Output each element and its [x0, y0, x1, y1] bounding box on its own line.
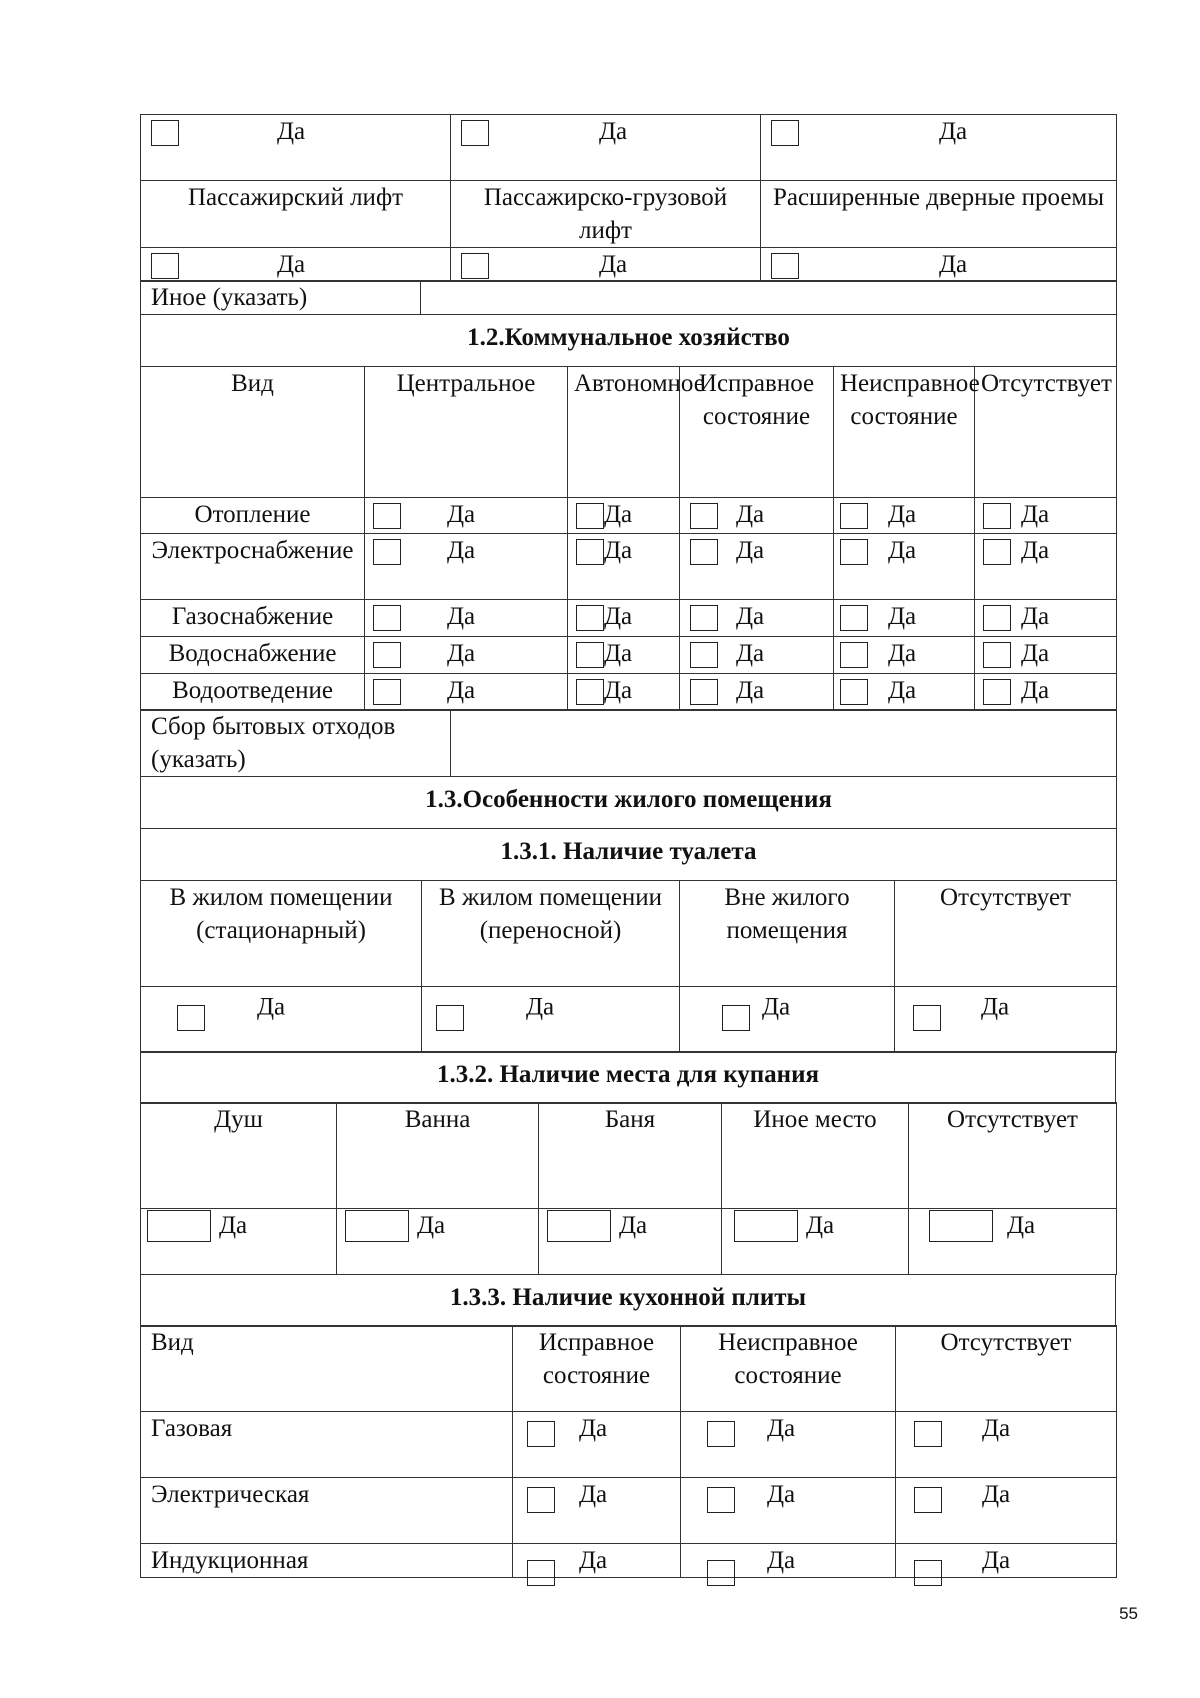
yes-label: Да	[277, 118, 306, 145]
checkbox[interactable]	[373, 605, 401, 631]
yes-label: Да	[982, 1415, 1011, 1443]
checkbox[interactable]	[151, 253, 179, 279]
yes-label: Да	[736, 500, 765, 528]
col-header-central: Центральное	[365, 366, 568, 497]
checkbox[interactable]	[914, 1487, 942, 1513]
yes-label: Да	[767, 1547, 796, 1575]
utility-name: Водоснабжение	[141, 636, 365, 673]
bath-header-bathtub: Ванна	[337, 1103, 539, 1209]
bath-header-absent: Отсутствует	[909, 1103, 1117, 1209]
checkbox[interactable]	[576, 605, 604, 631]
toilet-header-inside-fixed: В жилом помещении (стационарный)	[141, 880, 422, 986]
yes-label: Да	[219, 1212, 248, 1240]
checkbox[interactable]	[461, 253, 489, 279]
yes-label: Да	[257, 993, 286, 1021]
checkbox[interactable]	[527, 1487, 555, 1513]
toilet-header-outside: Вне жилого помещения	[680, 880, 895, 986]
checkbox[interactable]	[983, 679, 1011, 705]
yes-label: Да	[888, 602, 917, 630]
checkbox[interactable]	[690, 679, 718, 705]
yes-label: Да	[982, 1481, 1011, 1509]
yes-label: Да	[579, 1481, 608, 1509]
yes-label: Да	[1007, 1212, 1036, 1240]
checkbox[interactable]	[707, 1421, 735, 1447]
checkbox[interactable]	[690, 642, 718, 668]
col-header-type: Вид	[141, 366, 365, 497]
col-header-working: Исправное состояние	[680, 366, 834, 497]
residence-title: 1.3.Особенности жилого помещения	[141, 777, 1117, 829]
yes-label: Да	[982, 1547, 1011, 1575]
toilet-header-absent: Отсутствует	[895, 880, 1117, 986]
yes-label: Да	[981, 993, 1010, 1021]
bathing-title: 1.3.2. Наличие места для купания	[141, 1052, 1116, 1104]
checkbox[interactable]	[690, 539, 718, 565]
yes-label: Да	[806, 1212, 835, 1240]
checkbox[interactable]	[436, 1005, 464, 1031]
yes-label: Да	[1021, 536, 1050, 564]
stove-name: Электрическая	[141, 1478, 513, 1544]
yes-label: Да	[604, 536, 633, 564]
utility-row	[141, 497, 1117, 533]
yes-label: Да	[767, 1481, 796, 1509]
checkbox[interactable]	[840, 679, 868, 705]
wide-doors-header: Расширенные дверные проемы	[761, 181, 1117, 248]
yes-label: Да	[888, 536, 917, 564]
stove-header-type: Вид	[141, 1326, 513, 1412]
stove-row	[141, 1478, 1117, 1544]
cell	[451, 115, 761, 181]
stove-title: 1.3.3. Наличие кухонной плиты	[141, 1274, 1116, 1326]
yes-label: Да	[1021, 500, 1050, 528]
yes-label: Да	[447, 500, 476, 528]
utility-row	[141, 599, 1117, 636]
yes-label: Да	[447, 536, 476, 564]
utility-name: Водоотведение	[141, 673, 365, 710]
checkbox[interactable]	[690, 503, 718, 529]
checkbox[interactable]	[914, 1560, 942, 1586]
checkbox[interactable]	[771, 120, 799, 146]
yes-label: Да	[939, 251, 968, 278]
checkbox[interactable]	[840, 503, 868, 529]
utility-row	[141, 636, 1117, 673]
yes-label: Да	[736, 536, 765, 564]
utilities-title: 1.2.Коммунальное хозяйство	[141, 315, 1117, 367]
yes-label: Да	[767, 1415, 796, 1443]
checkbox[interactable]	[722, 1005, 750, 1031]
yes-label: Да	[526, 993, 555, 1021]
toilet-header-inside-portable: В жилом помещении (переносной)	[422, 880, 680, 986]
freight-lift-header: Пассажирско-грузовой лифт	[451, 181, 761, 248]
yes-label: Да	[1021, 639, 1050, 667]
yes-label: Да	[736, 676, 765, 704]
checkbox[interactable]	[707, 1487, 735, 1513]
bath-header-sauna: Баня	[539, 1103, 722, 1209]
checkbox[interactable]	[345, 1210, 409, 1242]
utility-name: Отопление	[141, 497, 365, 533]
waste-label: Сбор бытовых отходов (указать)	[141, 710, 451, 777]
cell	[451, 248, 761, 282]
col-header-autonomous: Автономное	[568, 366, 680, 497]
utility-row	[141, 673, 1117, 710]
yes-label: Да	[939, 118, 968, 145]
col-header-absent: Отсутствует	[975, 366, 1117, 497]
yes-label: Да	[579, 1415, 608, 1443]
bath-header-other: Иное место	[722, 1103, 909, 1209]
yes-label: Да	[604, 602, 633, 630]
checkbox[interactable]	[373, 642, 401, 668]
yes-label: Да	[888, 639, 917, 667]
col-header-faulty: Неисправное состояние	[834, 366, 975, 497]
checkbox[interactable]	[373, 539, 401, 565]
checkbox[interactable]	[771, 253, 799, 279]
toilet-title: 1.3.1. Наличие туалета	[141, 829, 1117, 881]
checkbox[interactable]	[913, 1005, 941, 1031]
waste-input[interactable]	[451, 710, 1117, 777]
yes-label: Да	[599, 251, 628, 278]
cell	[761, 248, 1117, 282]
checkbox[interactable]	[983, 605, 1011, 631]
checkbox[interactable]	[576, 539, 604, 565]
checkbox[interactable]	[929, 1210, 993, 1242]
accessibility-table	[140, 114, 1116, 1578]
checkbox[interactable]	[461, 120, 489, 146]
yes-label: Да	[604, 500, 633, 528]
checkbox[interactable]	[177, 1005, 205, 1031]
bath-header-shower: Душ	[141, 1103, 337, 1209]
yes-label: Да	[579, 1547, 608, 1575]
stove-row	[141, 1544, 1117, 1578]
yes-label: Да	[1021, 676, 1050, 704]
yes-label: Да	[277, 251, 306, 278]
yes-label: Да	[604, 676, 633, 704]
yes-label: Да	[619, 1212, 648, 1240]
stove-header-absent: Отсутствует	[896, 1326, 1117, 1412]
checkbox[interactable]	[527, 1421, 555, 1447]
checkbox[interactable]	[576, 503, 604, 529]
stove-header-working: Исправное состояние	[513, 1326, 681, 1412]
checkbox[interactable]	[707, 1560, 735, 1586]
yes-label: Да	[447, 639, 476, 667]
checkbox[interactable]	[527, 1560, 555, 1586]
stove-row	[141, 1412, 1117, 1478]
yes-label: Да	[447, 676, 476, 704]
passenger-lift-header: Пассажирский лифт	[141, 181, 451, 248]
yes-label: Да	[736, 639, 765, 667]
checkbox[interactable]	[373, 503, 401, 529]
yes-label: Да	[888, 500, 917, 528]
checkbox[interactable]	[983, 503, 1011, 529]
utility-row	[141, 533, 1117, 599]
utility-name: Электроснабжение	[141, 533, 365, 599]
yes-label: Да	[417, 1212, 446, 1240]
checkbox[interactable]	[547, 1210, 611, 1242]
checkbox[interactable]	[914, 1421, 942, 1447]
yes-label: Да	[1021, 602, 1050, 630]
yes-label: Да	[447, 602, 476, 630]
other-label: Иное (указать)	[141, 281, 421, 315]
cell	[141, 248, 451, 282]
checkbox[interactable]	[840, 539, 868, 565]
yes-label: Да	[736, 602, 765, 630]
checkbox[interactable]	[690, 605, 718, 631]
checkbox[interactable]	[840, 605, 868, 631]
stove-name: Газовая	[141, 1412, 513, 1478]
checkbox[interactable]	[151, 120, 179, 146]
yes-label: Да	[762, 993, 791, 1021]
yes-label: Да	[599, 118, 628, 145]
checkbox[interactable]	[576, 642, 604, 668]
other-input[interactable]	[421, 281, 1117, 315]
utility-name: Газоснабжение	[141, 599, 365, 636]
checkbox[interactable]	[983, 539, 1011, 565]
stove-name: Индукционная	[141, 1544, 513, 1578]
checkbox[interactable]	[373, 679, 401, 705]
cell	[761, 115, 1117, 181]
cell	[141, 115, 451, 181]
checkbox[interactable]	[147, 1210, 211, 1242]
yes-label: Да	[604, 639, 633, 667]
checkbox[interactable]	[840, 642, 868, 668]
checkbox[interactable]	[983, 642, 1011, 668]
stove-header-faulty: Неисправное состояние	[681, 1326, 896, 1412]
checkbox[interactable]	[734, 1210, 798, 1242]
yes-label: Да	[888, 676, 917, 704]
checkbox[interactable]	[576, 679, 604, 705]
page-number: 55	[1119, 1604, 1138, 1623]
